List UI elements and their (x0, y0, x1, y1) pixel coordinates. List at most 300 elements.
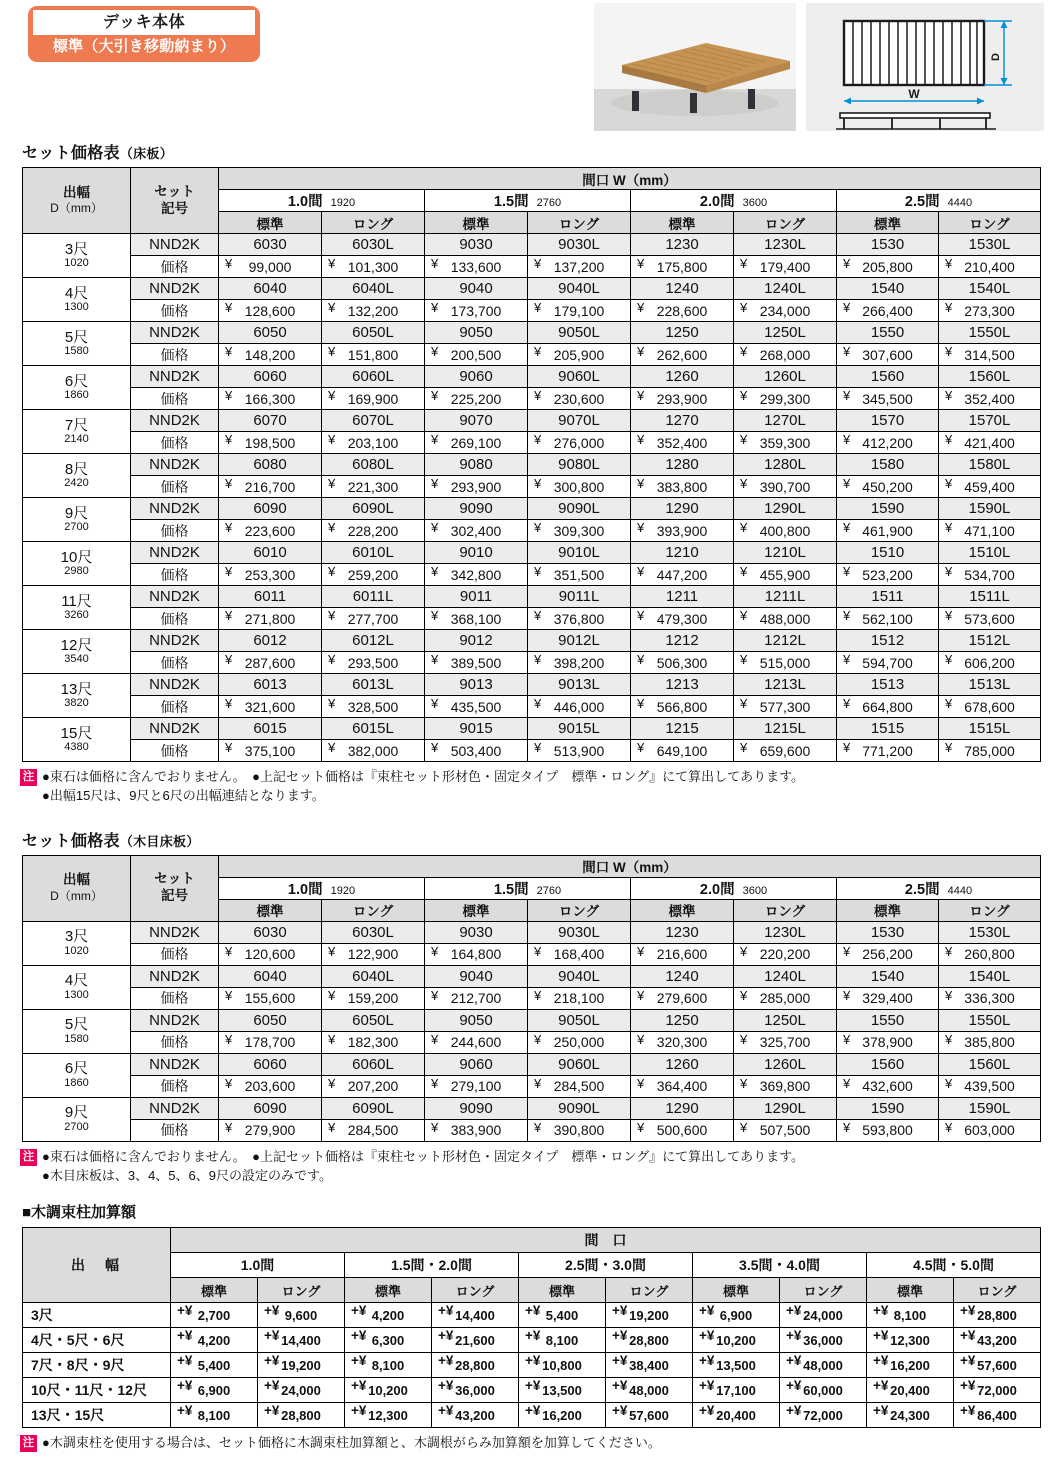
cell-code: 1590L (939, 498, 1041, 520)
cell-price: ¥ 244,600 (425, 1031, 528, 1053)
header-variant-7: 標準 (837, 899, 939, 921)
table-row (23, 366, 1041, 388)
table3-title: ■木調束柱加算額 (22, 1204, 137, 1222)
cell-code: 1570 (837, 410, 939, 432)
row-set-symbol: NND2K (131, 278, 219, 300)
cell-code: 9012 (425, 630, 528, 652)
table-row (23, 674, 1041, 696)
row-set-symbol: NND2K (131, 674, 219, 696)
table2-title (22, 828, 1062, 851)
cell-code: 9030 (425, 921, 528, 943)
cell-price: ¥ 175,800 (631, 256, 734, 278)
cell-price: ¥ 99,000 (219, 256, 322, 278)
row-set-symbol: NND2K (131, 366, 219, 388)
row-price-label: 価格 (131, 520, 219, 542)
cell-code: 1240L (734, 965, 837, 987)
cell-surcharge: +¥ 12,300 (867, 1328, 954, 1353)
cell-surcharge: +¥ 21,600 (432, 1328, 519, 1353)
cell-surcharge: +¥ 86,400 (954, 1403, 1041, 1428)
table-row (23, 630, 1041, 652)
cell-price: ¥ 461,900 (837, 520, 939, 542)
header-variant-8: ロング (939, 212, 1041, 234)
row-depth-label: 8尺 2420 (23, 454, 131, 498)
cell-code: 1515 (837, 718, 939, 740)
cell-price: ¥ 352,400 (939, 388, 1041, 410)
cell-code: 9015 (425, 718, 528, 740)
table-row (23, 520, 1041, 542)
cell-code: 1512L (939, 630, 1041, 652)
cell-price: ¥ 383,900 (425, 1119, 528, 1141)
header-span-3: 2.5間・3.0間 (519, 1253, 693, 1278)
table-row (23, 586, 1041, 608)
table-row (23, 476, 1041, 498)
cell-price: ¥ 566,800 (631, 696, 734, 718)
cell-code: 6013 (219, 674, 322, 696)
surcharge-table-wood-post (22, 1227, 1041, 1428)
cell-price: ¥ 279,600 (631, 987, 734, 1009)
badge-subtitle: 標準（大引き移動納まり） (52, 38, 236, 55)
table-row (23, 608, 1041, 630)
cell-price: ¥ 253,300 (219, 564, 322, 586)
row-depth-label: 12尺 3540 (23, 630, 131, 674)
table-row (23, 388, 1041, 410)
cell-price: ¥ 223,600 (219, 520, 322, 542)
cell-price: ¥ 262,600 (631, 344, 734, 366)
table-row (23, 278, 1041, 300)
cell-code: 1211 (631, 586, 734, 608)
cell-code: 1550L (939, 1009, 1041, 1031)
table-row (23, 652, 1041, 674)
dimension-diagram (806, 3, 1044, 131)
cell-price: ¥ 203,100 (322, 432, 425, 454)
cell-price: ¥ 359,300 (734, 432, 837, 454)
cell-surcharge: +¥ 43,200 (432, 1403, 519, 1428)
cell-code: 1290 (631, 498, 734, 520)
cell-code: 9050L (528, 322, 631, 344)
cell-code: 1260L (734, 366, 837, 388)
cell-price: ¥ 439,500 (939, 1075, 1041, 1097)
cell-price: ¥ 500,600 (631, 1119, 734, 1141)
table-row (23, 1328, 1041, 1353)
header-span-1: 1.0間 1920 (219, 190, 425, 212)
cell-code: 6090 (219, 498, 322, 520)
table-row (23, 1053, 1041, 1075)
row-depth-label: 4尺 1300 (23, 965, 131, 1009)
cell-code: 9080L (528, 454, 631, 476)
cell-code: 1510 (837, 542, 939, 564)
cell-price: ¥ 182,300 (322, 1031, 425, 1053)
cell-price: ¥ 593,800 (837, 1119, 939, 1141)
row-price-label: 価格 (131, 256, 219, 278)
cell-price: ¥ 168,400 (528, 943, 631, 965)
note-block-2 (20, 1148, 1062, 1186)
cell-price: ¥ 455,900 (734, 564, 837, 586)
cell-price: ¥ 279,900 (219, 1119, 322, 1141)
row-set-symbol: NND2K (131, 965, 219, 987)
cell-surcharge: +¥ 60,000 (780, 1378, 867, 1403)
cell-code: 6013L (322, 674, 425, 696)
cell-surcharge: +¥ 12,300 (345, 1403, 432, 1428)
cell-code: 9090 (425, 498, 528, 520)
row-price-label: 価格 (131, 696, 219, 718)
cell-price: ¥ 446,000 (528, 696, 631, 718)
cell-price: ¥ 260,800 (939, 943, 1041, 965)
note-badge-1: 注 (20, 769, 37, 786)
table-row (23, 987, 1041, 1009)
row-depth-label: 6尺 1860 (23, 366, 131, 410)
cell-price: ¥ 307,600 (837, 344, 939, 366)
cell-price: ¥ 393,900 (631, 520, 734, 542)
table-row (23, 234, 1041, 256)
header-variant-5: 標準 (631, 899, 734, 921)
row-price-label: 価格 (131, 388, 219, 410)
cell-code: 6050 (219, 1009, 322, 1031)
table-row (23, 1009, 1041, 1031)
cell-price: ¥ 250,000 (528, 1031, 631, 1053)
cell-price: ¥ 329,400 (837, 987, 939, 1009)
table1-title-main: セット価格表 (22, 145, 120, 162)
cell-price: ¥ 179,100 (528, 300, 631, 322)
row-price-label: 価格 (131, 1119, 219, 1141)
row-price-label: 価格 (131, 476, 219, 498)
cell-code: 6010 (219, 542, 322, 564)
header-variant-6: ロング (606, 1278, 693, 1303)
cell-code: 1290L (734, 498, 837, 520)
row-set-symbol: NND2K (131, 1053, 219, 1075)
cell-price: ¥ 259,200 (322, 564, 425, 586)
row-set-symbol: NND2K (131, 454, 219, 476)
table2-title-main: セット価格表 (22, 832, 120, 850)
cell-price: ¥ 277,700 (322, 608, 425, 630)
header-variant-5: 標準 (519, 1278, 606, 1303)
header-span-5: 4.5間・5.0間 (867, 1253, 1041, 1278)
cell-price: ¥ 148,200 (219, 344, 322, 366)
cell-price: ¥ 300,800 (528, 476, 631, 498)
cell-price: ¥ 293,900 (425, 476, 528, 498)
table-row (23, 740, 1041, 762)
cell-price: ¥ 507,500 (734, 1119, 837, 1141)
table-row (23, 1031, 1041, 1053)
row-depth-label: 10尺・11尺・12尺 (23, 1378, 171, 1403)
row-depth-label: 9尺 2700 (23, 1097, 131, 1141)
row-depth-label: 5尺 1580 (23, 1009, 131, 1053)
cell-price: ¥ 266,400 (837, 300, 939, 322)
product-photo (594, 3, 796, 131)
cell-code: 1230 (631, 234, 734, 256)
header-variant-7: 標準 (693, 1278, 780, 1303)
table-row (23, 564, 1041, 586)
page-header (0, 0, 1062, 140)
cell-price: ¥ 205,800 (837, 256, 939, 278)
cell-price: ¥ 218,100 (528, 987, 631, 1009)
cell-surcharge: +¥ 24,300 (867, 1403, 954, 1428)
cell-price: ¥ 471,100 (939, 520, 1041, 542)
cell-price: ¥ 385,800 (939, 1031, 1041, 1053)
note2-line-1: ●束石は価格に含んでおりません。 ●上記セット価格は『束柱セット形材色・固定タイプ 標準・ロング』にて算出してあります。 (42, 1148, 805, 1164)
cell-code: 6010L (322, 542, 425, 564)
header-variant-2: ロング (322, 899, 425, 921)
table-row (23, 1403, 1041, 1428)
cell-code: 9010 (425, 542, 528, 564)
cell-price: ¥ 128,600 (219, 300, 322, 322)
cell-surcharge: +¥ 6,300 (345, 1328, 432, 1353)
row-set-symbol: NND2K (131, 1009, 219, 1031)
header-span-2: 1.5間 2760 (425, 190, 631, 212)
cell-price: ¥ 432,600 (837, 1075, 939, 1097)
cell-price: ¥ 534,700 (939, 564, 1041, 586)
cell-surcharge: +¥ 9,600 (258, 1303, 345, 1328)
table2-title-paren: （木目床板） (119, 833, 200, 849)
note1-line-1: ●束石は価格に含んでおりません。 ●上記セット価格は『束柱セット形材色・固定タイプ 標準・ロング』にて算出してあります。 (42, 769, 805, 784)
cell-price: ¥ 285,000 (734, 987, 837, 1009)
cell-surcharge: +¥ 4,200 (171, 1328, 258, 1353)
cell-price: ¥ 383,800 (631, 476, 734, 498)
header-variant-6: ロング (734, 899, 837, 921)
row-set-symbol: NND2K (131, 1097, 219, 1119)
header-variant-8: ロング (780, 1278, 867, 1303)
cell-code: 1250L (734, 1009, 837, 1031)
cell-price: ¥ 169,900 (322, 388, 425, 410)
cell-code: 6030L (322, 921, 425, 943)
header-width-group: 間口 W（mm） (219, 855, 1041, 877)
row-price-label: 価格 (131, 564, 219, 586)
table-row (23, 965, 1041, 987)
cell-code: 1540L (939, 278, 1041, 300)
cell-code: 1511L (939, 586, 1041, 608)
table2-head (23, 855, 1041, 921)
cell-price: ¥ 577,300 (734, 696, 837, 718)
cell-code: 1530L (939, 234, 1041, 256)
cell-surcharge: +¥ 17,100 (693, 1378, 780, 1403)
header-depth: 出 幅 (23, 1228, 171, 1303)
cell-code: 9060 (425, 1053, 528, 1075)
product-title-badge (28, 6, 260, 62)
note-block-3 (20, 1434, 1062, 1453)
cell-price: ¥ 122,900 (322, 943, 425, 965)
cell-code: 1570L (939, 410, 1041, 432)
cell-code: 9090L (528, 498, 631, 520)
row-set-symbol: NND2K (131, 410, 219, 432)
cell-price: ¥ 503,400 (425, 740, 528, 762)
header-span-1: 1.0間 (171, 1253, 345, 1278)
cell-price: ¥ 351,500 (528, 564, 631, 586)
cell-price: ¥ 284,500 (528, 1075, 631, 1097)
cell-price: ¥ 228,600 (631, 300, 734, 322)
row-depth-label: 13尺 3820 (23, 674, 131, 718)
diagram-d-label: D (990, 53, 1002, 61)
note-body-2 (42, 1148, 804, 1186)
cell-code: 9030L (528, 921, 631, 943)
header-span-4: 3.5間・4.0間 (693, 1253, 867, 1278)
cell-price: ¥ 220,200 (734, 943, 837, 965)
row-depth-label: 3尺 1020 (23, 234, 131, 278)
cell-code: 9010L (528, 542, 631, 564)
header-span-2: 1.5間 2760 (425, 877, 631, 899)
note-body-3 (42, 1434, 661, 1453)
cell-code: 9060L (528, 366, 631, 388)
header-depth: 出幅 D（mm） (23, 168, 131, 234)
cell-price: ¥ 376,800 (528, 608, 631, 630)
cell-surcharge: +¥ 48,000 (780, 1353, 867, 1378)
cell-price: ¥ 203,600 (219, 1075, 322, 1097)
cell-code: 1290 (631, 1097, 734, 1119)
row-set-symbol: NND2K (131, 322, 219, 344)
cell-code: 6011L (322, 586, 425, 608)
cell-code: 1230 (631, 921, 734, 943)
cell-price: ¥ 225,200 (425, 388, 528, 410)
cell-price: ¥ 221,300 (322, 476, 425, 498)
cell-code: 1515L (939, 718, 1041, 740)
table-row (23, 1119, 1041, 1141)
cell-price: ¥ 378,900 (837, 1031, 939, 1053)
cell-surcharge: +¥ 10,200 (693, 1328, 780, 1353)
row-depth-label: 3尺 1020 (23, 921, 131, 965)
cell-code: 1240 (631, 965, 734, 987)
cell-price: ¥ 207,200 (322, 1075, 425, 1097)
cell-price: ¥ 649,100 (631, 740, 734, 762)
cell-code: 6030L (322, 234, 425, 256)
cell-price: ¥ 328,500 (322, 696, 425, 718)
row-depth-label: 3尺 (23, 1303, 171, 1328)
header-set-symbol: セット 記号 (131, 855, 219, 921)
row-set-symbol: NND2K (131, 630, 219, 652)
cell-code: 6040 (219, 965, 322, 987)
table-row (23, 322, 1041, 344)
cell-code: 6040L (322, 278, 425, 300)
cell-code: 1213 (631, 674, 734, 696)
cell-price: ¥ 320,300 (631, 1031, 734, 1053)
row-depth-label: 9尺 2700 (23, 498, 131, 542)
cell-price: ¥ 166,300 (219, 388, 322, 410)
header-width-group: 間口 W（mm） (219, 168, 1041, 190)
cell-code: 9050 (425, 322, 528, 344)
cell-code: 9090 (425, 1097, 528, 1119)
row-depth-label: 4尺・5尺・6尺 (23, 1328, 171, 1353)
cell-price: ¥ 336,300 (939, 987, 1041, 1009)
cell-surcharge: +¥ 8,100 (867, 1303, 954, 1328)
row-price-label: 価格 (131, 344, 219, 366)
cell-price: ¥ 133,600 (425, 256, 528, 278)
cell-price: ¥ 513,900 (528, 740, 631, 762)
cell-price: ¥ 435,500 (425, 696, 528, 718)
cell-surcharge: +¥ 28,800 (258, 1403, 345, 1428)
row-depth-label: 4尺 1300 (23, 278, 131, 322)
cell-code: 9040L (528, 278, 631, 300)
cell-price: ¥ 179,400 (734, 256, 837, 278)
cell-code: 6030 (219, 234, 322, 256)
header-variant-1: 標準 (171, 1278, 258, 1303)
cell-code: 1250L (734, 322, 837, 344)
cell-code: 1240L (734, 278, 837, 300)
table2-body (23, 921, 1041, 1141)
cell-price: ¥ 271,800 (219, 608, 322, 630)
cell-code: 1230L (734, 921, 837, 943)
header-depth: 出幅 D（mm） (23, 855, 131, 921)
cell-price: ¥ 137,200 (528, 256, 631, 278)
cell-price: ¥ 375,100 (219, 740, 322, 762)
cell-code: 1590 (837, 498, 939, 520)
deck-plan-drawing (806, 3, 1044, 131)
cell-price: ¥ 771,200 (837, 740, 939, 762)
note-body-1 (42, 768, 804, 806)
cell-surcharge: +¥ 19,200 (258, 1353, 345, 1378)
cell-code: 1260L (734, 1053, 837, 1075)
table-row (23, 696, 1041, 718)
cell-price: ¥ 210,400 (939, 256, 1041, 278)
cell-code: 1590 (837, 1097, 939, 1119)
cell-price: ¥ 276,000 (528, 432, 631, 454)
note-block-1 (20, 768, 1062, 806)
header-variant-2: ロング (322, 212, 425, 234)
cell-surcharge: +¥ 57,600 (954, 1353, 1041, 1378)
cell-surcharge: +¥ 16,200 (519, 1403, 606, 1428)
row-set-symbol: NND2K (131, 542, 219, 564)
table-row (23, 410, 1041, 432)
cell-code: 9013L (528, 674, 631, 696)
table-row (23, 1378, 1041, 1403)
cell-price: ¥ 299,300 (734, 388, 837, 410)
cell-surcharge: +¥ 2,700 (171, 1303, 258, 1328)
header-variant-6: ロング (734, 212, 837, 234)
cell-price: ¥ 314,500 (939, 344, 1041, 366)
cell-price: ¥ 447,200 (631, 564, 734, 586)
cell-code: 6040 (219, 278, 322, 300)
note2-line-2: ●木目床板は、3、4、5、6、9尺の設定のみです。 (42, 1167, 332, 1183)
cell-code: 6012L (322, 630, 425, 652)
row-price-label: 価格 (131, 300, 219, 322)
cell-price: ¥ 594,700 (837, 652, 939, 674)
table-row (23, 921, 1041, 943)
cell-price: ¥ 659,600 (734, 740, 837, 762)
cell-price: ¥ 151,800 (322, 344, 425, 366)
cell-price: ¥ 173,700 (425, 300, 528, 322)
cell-code: 9080 (425, 454, 528, 476)
cell-code: 1530 (837, 921, 939, 943)
table-row (23, 498, 1041, 520)
table3-head (23, 1228, 1041, 1303)
cell-price: ¥ 284,500 (322, 1119, 425, 1141)
row-depth-label: 15尺 4380 (23, 718, 131, 762)
cell-code: 1513L (939, 674, 1041, 696)
header-variant-3: 標準 (345, 1278, 432, 1303)
cell-price: ¥ 412,200 (837, 432, 939, 454)
cell-code: 1270 (631, 410, 734, 432)
header-variant-4: ロング (432, 1278, 519, 1303)
cell-code: 1580 (837, 454, 939, 476)
cell-code: 9015L (528, 718, 631, 740)
cell-surcharge: +¥ 20,400 (867, 1378, 954, 1403)
cell-surcharge: +¥ 36,000 (432, 1378, 519, 1403)
cell-code: 1270L (734, 410, 837, 432)
row-price-label: 価格 (131, 987, 219, 1009)
cell-code: 9030L (528, 234, 631, 256)
row-set-symbol: NND2K (131, 498, 219, 520)
row-set-symbol: NND2K (131, 718, 219, 740)
cell-surcharge: +¥ 48,000 (606, 1378, 693, 1403)
cell-code: 1240 (631, 278, 734, 300)
header-variant-3: 標準 (425, 899, 528, 921)
cell-surcharge: +¥ 43,200 (954, 1328, 1041, 1353)
deck-photo-illustration (594, 3, 796, 131)
cell-surcharge: +¥ 8,100 (171, 1403, 258, 1428)
row-price-label: 価格 (131, 1075, 219, 1097)
cell-code: 9090L (528, 1097, 631, 1119)
cell-code: 1550 (837, 1009, 939, 1031)
cell-price: ¥ 382,000 (322, 740, 425, 762)
cell-price: ¥ 369,800 (734, 1075, 837, 1097)
cell-code: 6012 (219, 630, 322, 652)
cell-price: ¥ 309,300 (528, 520, 631, 542)
